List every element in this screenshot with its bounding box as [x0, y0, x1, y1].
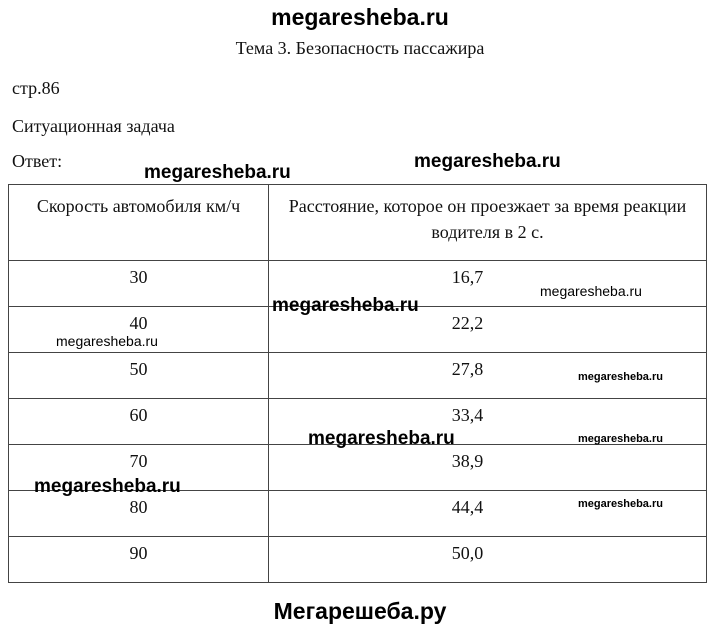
- speed-distance-table: [8, 184, 707, 583]
- distance-cell: 22,2: [269, 307, 707, 353]
- speed-cell: 40: [9, 307, 269, 353]
- distance-cell: 50,0: [269, 537, 707, 583]
- header-distance: Расстояние, которое он проезжает за время реакции водителя в 2 с.: [269, 185, 707, 261]
- speed-cell: 50: [9, 353, 269, 399]
- page-number: стр.86: [12, 78, 60, 98]
- distance-cell: 27,8: [269, 353, 707, 399]
- watermark: megaresheba.ru: [578, 498, 663, 510]
- watermark: megaresheba.ru: [578, 433, 663, 445]
- speed-cell: 80: [9, 491, 269, 537]
- task-title: Ситуационная задача: [12, 116, 175, 136]
- site-footer: Мегарешеба.ру: [273, 598, 447, 624]
- answer-label: Ответ:: [12, 151, 63, 171]
- table-header-row: [9, 185, 707, 261]
- watermark: megaresheba.ru: [34, 476, 181, 497]
- speed-cell: 90: [9, 537, 269, 583]
- header-speed: Скорость автомобиля км/ч: [9, 185, 269, 261]
- watermark: megaresheba.ru: [308, 428, 455, 449]
- site-header: megaresheba.ru: [271, 4, 449, 30]
- topic-title: Тема 3. Безопасность пассажира: [235, 38, 485, 58]
- distance-cell: 16,7: [269, 261, 707, 307]
- distance-cell: 38,9: [269, 445, 707, 491]
- speed-cell: 60: [9, 399, 269, 445]
- distance-cell: 33,4: [269, 399, 707, 445]
- speed-cell: 70: [9, 445, 269, 491]
- table-row: [9, 537, 707, 583]
- distance-cell: 44,4: [269, 491, 707, 537]
- watermark: megaresheba.ru: [540, 283, 642, 299]
- watermark: megaresheba.ru: [272, 295, 419, 316]
- watermark: megaresheba.ru: [414, 151, 561, 172]
- speed-cell: 30: [9, 261, 269, 307]
- watermark: megaresheba.ru: [578, 371, 663, 383]
- watermark: megaresheba.ru: [56, 333, 158, 349]
- watermark: megaresheba.ru: [144, 162, 291, 183]
